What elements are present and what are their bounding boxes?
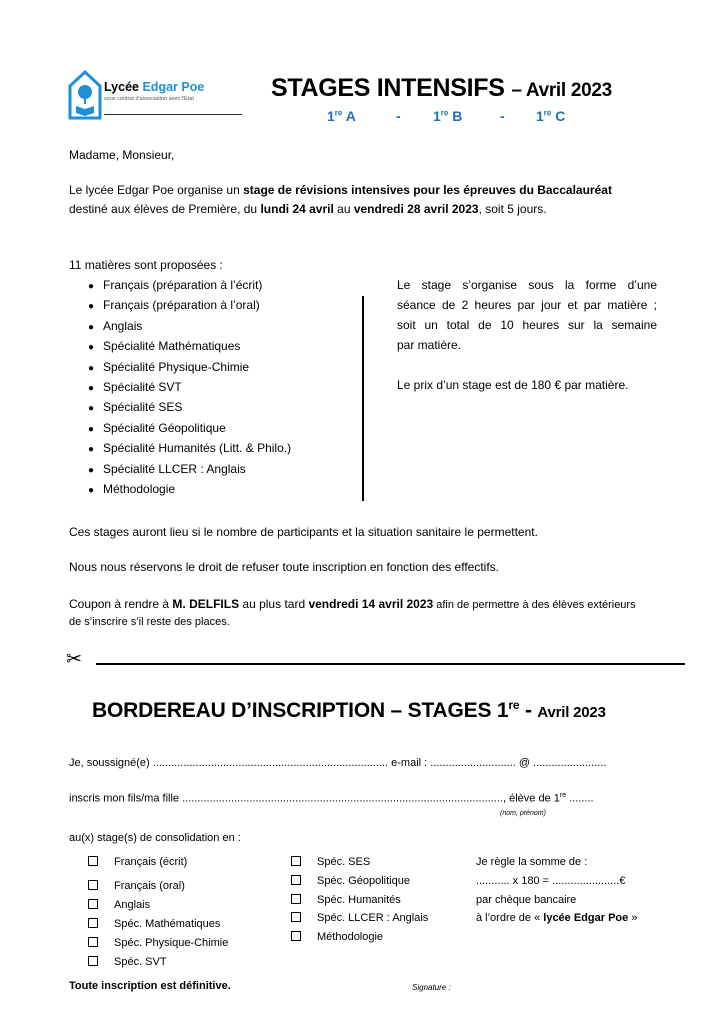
list-item: ● Spécialité Géopolitique bbox=[88, 420, 226, 435]
price-text: Le prix d’un stage est de 180 € par matière. bbox=[397, 378, 629, 392]
school-subtitle: sous contrat d'association avec l'Etat bbox=[104, 96, 194, 102]
payment-amount-field[interactable]: ........... x 180 = ......................€ bbox=[476, 875, 626, 887]
checkbox-item[interactable]: Spéc. LLCER : Anglais bbox=[291, 912, 428, 924]
checkbox[interactable] bbox=[291, 894, 301, 904]
list-item: ● Méthodologie bbox=[88, 481, 176, 496]
format-line: soit un total de 10 heures sur la semaine bbox=[397, 318, 657, 332]
subjects-heading: 11 matières sont proposées : bbox=[69, 258, 223, 272]
intro-line-1: Le lycée Edgar Poe organise un stage de révisions intensives pour les épreuves du Baccalauréat bbox=[69, 183, 612, 197]
list-item: ● Spécialité SES bbox=[88, 400, 183, 415]
coupon-line-2: de s’inscrire s’il reste des places. bbox=[69, 616, 230, 628]
format-line: par matière. bbox=[397, 338, 462, 352]
checkbox-item[interactable]: Spéc. Physique-Chimie bbox=[88, 937, 228, 949]
school-name: Lycée Edgar Poe bbox=[104, 80, 205, 94]
salutation: Madame, Monsieur, bbox=[69, 148, 175, 162]
list-item: ● Spécialité Physique-Chimie bbox=[88, 359, 250, 374]
checkbox-item[interactable]: Spéc. SES bbox=[291, 856, 370, 868]
checkbox[interactable] bbox=[291, 912, 301, 922]
condition-text: Ces stages auront lieu si le nombre de participants et la situation sanitaire le permettent. bbox=[69, 525, 538, 539]
checkbox[interactable] bbox=[88, 856, 98, 866]
logo-rule bbox=[104, 114, 242, 115]
scissors-icon: ✂ bbox=[66, 649, 82, 670]
checkbox-item[interactable]: Français (écrit) bbox=[88, 856, 187, 868]
list-item: ● Spécialité Mathématiques bbox=[88, 339, 241, 354]
school-logo bbox=[68, 68, 243, 120]
class-1a: 1re A bbox=[327, 108, 356, 124]
refusal-text: Nous nous réservons le droit de refuser toute inscription en fonction des effectifs. bbox=[69, 560, 500, 574]
checkbox-item[interactable]: Français (oral) bbox=[88, 880, 185, 892]
column-divider bbox=[362, 296, 364, 501]
checkbox-item[interactable]: Spéc. Humanités bbox=[291, 894, 401, 906]
page-title: STAGES INTENSIFS – Avril 2023 bbox=[271, 74, 612, 102]
consolidation-label: au(x) stage(s) de consolidation en : bbox=[69, 832, 241, 844]
list-item: ● Français (préparation à l’écrit) bbox=[88, 278, 263, 292]
payment-order: à l’ordre de « lycée Edgar Poe » bbox=[476, 912, 638, 924]
checkbox[interactable] bbox=[88, 918, 98, 928]
checkbox-item[interactable]: Spéc. Géopolitique bbox=[291, 875, 410, 887]
coupon-line-1: Coupon à rendre à M. DELFILS au plus tard vendredi 14 avril 2023 afin de permettre à des élèves extérieurs bbox=[69, 597, 636, 611]
signature-label: Signature : bbox=[412, 983, 451, 992]
checkbox[interactable] bbox=[88, 937, 98, 947]
list-item: ● Spécialité Humanités (Litt. & Philo.) bbox=[88, 441, 292, 456]
subjects-list bbox=[88, 275, 291, 499]
payment-text: par chèque bancaire bbox=[476, 894, 577, 906]
final-notice: Toute inscription est définitive. bbox=[69, 980, 231, 992]
intro-line-2: destiné aux élèves de Première, du lundi 24 avril au vendredi 28 avril 2023, soit 5 jours. bbox=[69, 202, 547, 216]
checkbox[interactable] bbox=[291, 931, 301, 941]
payment-text: Je règle la somme de : bbox=[476, 856, 588, 868]
format-line: Le stage s’organise sous la forme d’une bbox=[397, 278, 657, 292]
checkbox[interactable] bbox=[88, 880, 98, 890]
class-1b: 1re B bbox=[433, 108, 463, 124]
student-line[interactable]: inscris mon fils/ma fille ........................................................................................................., élève de 1re ........ bbox=[69, 792, 594, 805]
signer-line[interactable]: Je, soussigné(e) ............................................................................. e-mail : ............................ @ ........................ bbox=[69, 757, 607, 769]
class-1c: 1re C bbox=[536, 108, 566, 124]
checkbox[interactable] bbox=[291, 875, 301, 885]
checkbox-item[interactable]: Spéc. SVT bbox=[88, 956, 167, 968]
checkbox-item[interactable]: Anglais bbox=[88, 899, 150, 911]
list-item: ● Français (préparation à l’oral) bbox=[88, 298, 260, 313]
checkbox-item[interactable]: Méthodologie bbox=[291, 931, 383, 943]
list-item: ● Anglais bbox=[88, 318, 143, 333]
format-line: séance de 2 heures par jour et par matière ; bbox=[397, 298, 657, 312]
class-separator: - bbox=[500, 108, 505, 124]
class-separator: - bbox=[396, 108, 401, 124]
list-item: ● Spécialité LLCER : Anglais bbox=[88, 461, 246, 476]
checkbox-item[interactable]: Spéc. Mathématiques bbox=[88, 918, 220, 930]
checkbox[interactable] bbox=[88, 899, 98, 909]
checkbox[interactable] bbox=[88, 956, 98, 966]
cut-line bbox=[96, 663, 685, 665]
checkbox[interactable] bbox=[291, 856, 301, 866]
name-hint: (nom, prénom) bbox=[500, 810, 546, 817]
form-title: BORDEREAU D’INSCRIPTION – STAGES 1re - Avril 2023 bbox=[92, 698, 606, 722]
list-item: ● Spécialité SVT bbox=[88, 379, 182, 394]
